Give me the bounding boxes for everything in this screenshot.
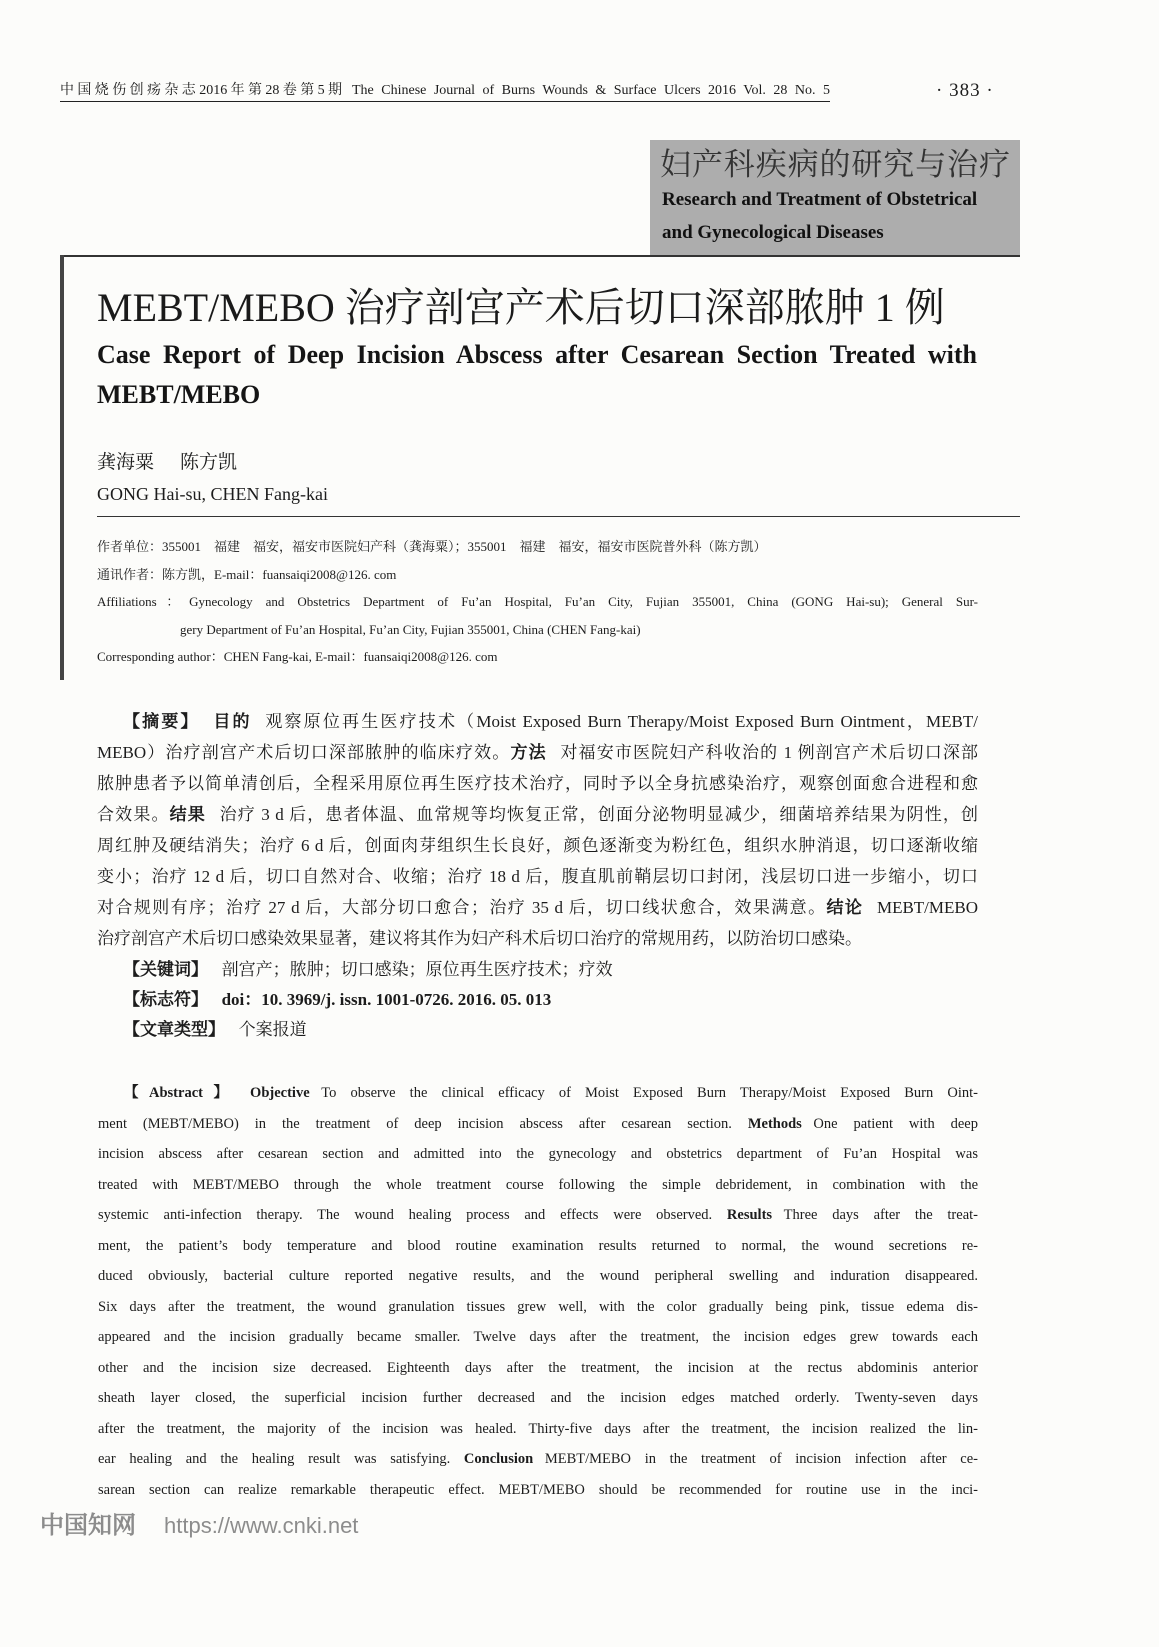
- text-run: 对合规则有序；治疗 27 d 后，大部分切口愈合；治疗 35 d 后，切口线状愈合，效果满意。: [97, 898, 827, 917]
- abstract-en: [98, 1078, 978, 1505]
- text-run: 个案报道: [238, 1020, 307, 1039]
- text-run: 对福安市医院妇产科收治的 1 例剖宫产术后切口深部: [560, 743, 979, 762]
- abstract-en-line: [98, 1444, 978, 1475]
- bold-heading-run: 【Abstract】: [124, 1085, 239, 1101]
- column-section-box: [650, 140, 1020, 255]
- cnki-watermark: [40, 1505, 358, 1540]
- column-title-en-line: Research and Treatment of Obstetrical: [662, 189, 978, 210]
- text-run: 合效果。: [97, 805, 170, 824]
- bold-heading-run: Conclusion: [463, 1451, 534, 1467]
- top-divider: [62, 255, 1020, 257]
- column-title-zh: 妇产科疾病的研究与治疗: [660, 147, 1010, 182]
- text-run: duced obviously, bacterial culture reported negative results, and the wound peripheral swelling and induration disappeared.: [98, 1268, 978, 1284]
- bold-heading-run: Results: [726, 1207, 773, 1223]
- bold-heading-run: 【文章类型】: [123, 1020, 225, 1039]
- abstract-en-line: [98, 1475, 978, 1506]
- text-run: MEBT/MEBO in the treatment of incision infection after ce-: [544, 1451, 978, 1467]
- journal-name-en: The Chinese Journal of Burns Wounds & Surface Ulcers 2016 Vol. 28 No. 5: [352, 83, 830, 98]
- text-run: 脓肿患者予以简单清创后，全程采用原位再生医疗技术治疗，同时予以全身抗感染治疗，观察创面愈合进程和愈: [97, 774, 978, 793]
- abstract-en-line: [98, 1383, 978, 1414]
- text-run: after the treatment, the majority of the incision was healed. Thirty-five days after the treatment, the incision realized the lin-: [98, 1420, 978, 1437]
- bold-heading-run: 目的: [213, 712, 252, 731]
- column-title-en-line: and Gynecological Diseases: [662, 222, 884, 243]
- journal-name-zh: 中国烧伤创疡杂志2016年第28卷第5期: [60, 83, 342, 98]
- author-name: 陈方凯: [180, 452, 238, 473]
- affiliation-line: 作者单位：355001 福建 福安，福安市医院妇产科（龚海粟）；355001 福建 福安，福安市医院普外科（陈方凯）: [97, 539, 767, 554]
- text-run: ment (MEBT/MEBO) in the treatment of deep incision abscess after cesarean section.: [98, 1115, 748, 1132]
- abstract-zh-line: [97, 768, 978, 799]
- text-run: 周红肿及硬结消失；治疗 6 d 后，创面肉芽组织生长良好，颜色逐渐变为粉红色，组织水肿消退，切口逐渐收缩: [97, 836, 978, 855]
- watermark-url: https://www.cnki.net: [164, 1513, 359, 1538]
- bold-heading-run: 【摘要】: [123, 712, 200, 731]
- abstract-zh-line: [97, 923, 978, 954]
- bold-heading-run: 结果: [169, 805, 206, 824]
- abstract-en-line: [98, 1109, 978, 1140]
- article-title-en-line: MEBT/MEBO: [97, 380, 261, 409]
- affiliation-line: gery Department of Fu’an Hospital, Fu’an City, Fujian 355001, China (CHEN Fang-kai): [180, 621, 641, 637]
- bold-heading-run: 【关键词】: [123, 960, 208, 979]
- abstract-zh-line: [97, 892, 978, 923]
- text-run: 观察原位再生医疗技术（Moist Exposed Burn Therapy/Moist Exposed Burn Ointment，MEBT/: [265, 712, 978, 731]
- article-meta-zh: [97, 955, 978, 1045]
- abstract-en-line: [98, 1414, 978, 1445]
- corresponding-author-line: Corresponding author：CHEN Fang-kai, E-mail：fuansaiqi2008@126. com: [97, 649, 498, 664]
- abstract-en-line: [98, 1078, 978, 1109]
- author-divider: [97, 516, 1020, 517]
- running-head: [60, 81, 830, 102]
- abstract-zh-line: [97, 830, 978, 861]
- text-run: Three days after the treat-: [783, 1207, 978, 1223]
- bold-heading-run: doi：10. 3969/j. issn. 1001-0726. 2016. 05. 013: [221, 990, 552, 1009]
- text-run: other and the incision size decreased. Eighteenth days after the treatment, the incision at the rectus abdominis anterior: [98, 1359, 978, 1376]
- meta-line: [97, 1015, 978, 1045]
- text-run: 治疗 3 d 后，患者体温、血常规等均恢复正常，创面分泌物明显减少，细菌培养结果为阴性，创: [219, 805, 979, 824]
- abstract-en-line: [98, 1200, 978, 1231]
- text-run: MEBO）治疗剖宫产术后切口深部脓肿的临床疗效。: [97, 743, 511, 762]
- abstract-en-line: [98, 1231, 978, 1262]
- abstract-zh-line: [97, 737, 978, 768]
- abstract-en-line: [98, 1261, 978, 1292]
- article-title-zh: MEBT/MEBO 治疗剖宫产术后切口深部脓肿 1 例: [97, 285, 945, 330]
- abstract-zh-line: [97, 706, 978, 737]
- watermark-brand: 中国知网: [40, 1511, 136, 1539]
- meta-line: [97, 985, 978, 1015]
- bold-heading-run: 结论: [826, 898, 864, 917]
- text-run: incision abscess after cesarean section and admitted into the gynecology and obstetrics department of Fu’an Hospital was: [98, 1146, 978, 1162]
- corresponding-author-line: 通讯作者：陈方凯，E-mail：fuansaiqi2008@126. com: [97, 566, 397, 582]
- text-run: 变小；治疗 12 d 后，切口自然对合、收缩；治疗 18 d 后，腹直肌前鞘层切口封闭，浅层切口进一步缩小，切口: [97, 867, 978, 886]
- abstract-en-line: [98, 1322, 978, 1353]
- text-run: systemic anti-infection therapy. The wound healing process and effects were observed.: [98, 1207, 727, 1223]
- page-number: · 383 ·: [936, 80, 994, 101]
- abstract-en-line: [98, 1170, 978, 1201]
- text-run: 治疗剖宫产术后切口感染效果显著，建议将其作为妇产科术后切口治疗的常规用药，以防治切口感染。: [97, 929, 862, 948]
- bold-heading-run: 【标志符】: [123, 990, 208, 1009]
- abstract-en-line: [98, 1353, 978, 1384]
- article-title-en-line: Case Report of Deep Incision Abscess after Cesarean Section Treated with: [97, 340, 977, 369]
- bold-heading-run: Objective: [250, 1085, 310, 1101]
- text-run: One patient with deep: [813, 1115, 978, 1132]
- text-run: Six days after the treatment, the wound granulation tissues grew well, with the color gradually being pink, tissue edema dis-: [98, 1298, 978, 1315]
- abstract-en-line: [98, 1139, 978, 1170]
- abstract-zh-line: [97, 861, 978, 892]
- article-title-en: [97, 335, 977, 415]
- author-name: 龚海粟: [97, 452, 155, 473]
- authors-zh: [97, 450, 263, 476]
- text-run: To observe the clinical efficacy of Moist Exposed Burn Therapy/Moist Exposed Burn Oint-: [321, 1085, 978, 1101]
- text-run: appeared and the incision gradually became smaller. Twelve days after the treatment, the incision edges grew towards each: [98, 1329, 978, 1345]
- affiliation-line: Affiliations：Gynecology and Obstetrics Department of Fu’an Hospital, Fu’an City, Fujian 355001, China (GONG Hai-su); General Sur-: [97, 594, 978, 609]
- bold-heading-run: Methods: [747, 1115, 802, 1132]
- abstract-zh-line: [97, 799, 978, 830]
- text-run: ear healing and the healing result was satisfying.: [98, 1451, 464, 1467]
- affiliations-block: [97, 533, 978, 671]
- text-run: sarean section can realize remarkable therapeutic effect. MEBT/MEBO should be recommended for routine use in the inci-: [98, 1481, 978, 1498]
- meta-line: [97, 955, 978, 985]
- text-run: ment, the patient’s body temperature and blood routine examination results returned to normal, the wound secretions re-: [98, 1237, 978, 1254]
- text-run: sheath layer closed, the superficial incision further decreased and the incision edges matched orderly. Twenty-seven days: [98, 1390, 978, 1406]
- abstract-zh: [97, 706, 978, 954]
- text-run: MEBT/MEBO: [876, 898, 979, 917]
- text-run: 剖宫产；脓肿；切口感染；原位再生医疗技术；疗效: [221, 960, 613, 979]
- abstract-en-line: [98, 1292, 978, 1323]
- text-run: treated with MEBT/MEBO through the whole treatment course following the simple debridement, in combination with the: [98, 1176, 978, 1193]
- bold-heading-run: 方法: [510, 743, 547, 762]
- left-margin-bar: [60, 255, 64, 680]
- authors-en: GONG Hai-su, CHEN Fang-kai: [97, 484, 328, 504]
